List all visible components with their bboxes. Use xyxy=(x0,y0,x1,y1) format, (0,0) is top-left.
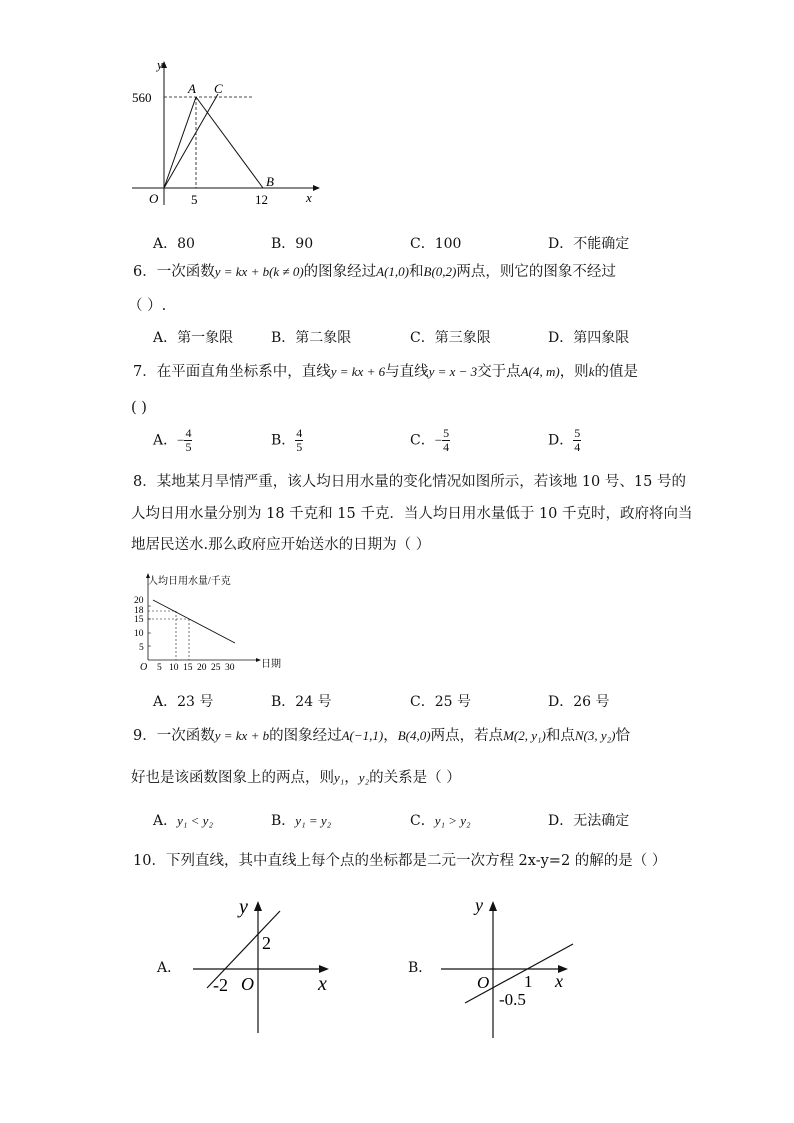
q5-x-tick-5: 5 xyxy=(191,192,198,207)
q10a-origin: O xyxy=(241,974,254,994)
q5-option-a[interactable]: A．80 xyxy=(153,236,195,252)
q8-x-tick-30: 30 xyxy=(225,663,235,673)
q8-y-tick-15: 15 xyxy=(134,615,144,625)
q9-stem-line-2: 好也是该函数图象上的两点，则y₁，y₂的关系是（ ） xyxy=(131,770,461,786)
q6-option-a[interactable]: A．第一象限 xyxy=(153,330,234,346)
q6-paren: （ ）. xyxy=(128,298,167,314)
q8-line-1: 8．某地某月旱情严重，该人均日用水量的变化情况如图所示，若该地 10 号、15 号的 xyxy=(133,474,686,490)
q9-stem-line-1: 9．一次函数y = kx + b的图象经过A(−1,1)，B(4,0)两点，若点M(2, y₁)和点N(3, y₂)恰 xyxy=(133,728,630,744)
q6-option-b[interactable]: B．第二象限 xyxy=(271,330,352,346)
q10b-y-label: y xyxy=(475,895,483,915)
q10-graph-a[interactable] xyxy=(185,893,345,1038)
q8-x-tick-10: 10 xyxy=(169,663,179,673)
q5-option-c[interactable]: C．100 xyxy=(410,236,462,252)
q8-graph xyxy=(128,570,288,675)
q10b-x-label: x xyxy=(555,971,563,991)
q5-option-d[interactable]: D．不能确定 xyxy=(548,236,630,252)
q10a-x-label: x xyxy=(318,973,327,995)
q8-y-label: 人均日用水量/千克 xyxy=(148,576,231,587)
q5-point-c: C xyxy=(214,81,223,96)
q10a-y-intercept: 2 xyxy=(262,933,271,953)
q10a-y-label: y xyxy=(239,896,248,918)
q8-line-3: 地居民送水.那么政府应开始送水的日期为（ ） xyxy=(131,537,431,553)
q10-option-b-label[interactable]: B． xyxy=(408,960,433,976)
q10-graph-b[interactable] xyxy=(433,893,583,1038)
q8-x-label: 日期 xyxy=(261,659,281,670)
q9-option-b[interactable]: B．y₁ = y₂ xyxy=(271,813,332,829)
q5-x-label: x xyxy=(306,190,312,205)
q5-x-tick-12: 12 xyxy=(255,192,268,207)
q9-option-a[interactable]: A．y₁ < y₂ xyxy=(153,813,213,829)
q7-option-d[interactable]: D． $\frac{5}{4}$ xyxy=(548,426,581,454)
q8-y-tick-18: 18 xyxy=(134,606,144,616)
q5-option-b[interactable]: B．90 xyxy=(271,236,314,252)
q8-y-tick-10: 10 xyxy=(134,629,144,639)
q5-y-label: y xyxy=(157,57,163,72)
q8-line-2: 人均日用水量分别为 18 千克和 15 千克．当人均日用水量低于 10 千克时，政府将向当 xyxy=(131,506,693,522)
q6-option-c[interactable]: C．第三象限 xyxy=(410,330,491,346)
q8-y-tick-20: 20 xyxy=(134,596,144,606)
q8-x-tick-20: 20 xyxy=(197,663,207,673)
q8-option-b[interactable]: B．24 号 xyxy=(271,694,332,710)
q8-x-tick-15: 15 xyxy=(183,663,193,673)
q9-option-d[interactable]: D．无法确定 xyxy=(548,813,630,829)
q6-option-d[interactable]: D．第四象限 xyxy=(548,330,630,346)
q7-option-a[interactable]: A．− $\frac{4}{5}$ xyxy=(153,426,192,454)
q7-paren: ( ) xyxy=(131,400,147,416)
q10b-y-intercept: -0.5 xyxy=(499,990,526,1009)
q9-option-c[interactable]: C．y₁ > y₂ xyxy=(410,813,471,829)
q10-option-a-label[interactable]: A． xyxy=(157,960,182,976)
q8-option-a[interactable]: A．23 号 xyxy=(153,694,214,710)
q5-y-tick: 560 xyxy=(132,90,152,105)
q5-point-b: B xyxy=(266,174,274,189)
q8-y-tick-5: 5 xyxy=(139,643,144,653)
q10a-x-intercept: -2 xyxy=(213,975,228,995)
q8-option-d[interactable]: D．26 号 xyxy=(548,694,610,710)
q10-stem: 10．下列直线，其中直线上每个点的坐标都是二元一次方程 2x-y=2 的解的是（ ） xyxy=(133,853,667,869)
q10b-x-intercept: 1 xyxy=(524,972,533,991)
q10b-origin: O xyxy=(477,973,490,992)
q8-x-tick-25: 25 xyxy=(211,663,221,673)
q5-point-a: A xyxy=(188,81,196,96)
q8-origin: O xyxy=(140,662,148,673)
q8-x-tick-5: 5 xyxy=(157,663,162,673)
q5-graph xyxy=(120,55,330,215)
q8-option-c[interactable]: C．25 号 xyxy=(410,694,471,710)
q5-origin: O xyxy=(149,191,159,206)
q7-option-b[interactable]: B． $\frac{4}{5}$ xyxy=(271,426,303,454)
q7-stem: 7．在平面直角坐标系中，直线y = kx + 6与直线y = x − 3交于点A(4, m)，则k的值是 xyxy=(133,364,638,380)
q7-option-c[interactable]: C．− $\frac{5}{4}$ xyxy=(410,426,450,454)
q6-stem: 6．一次函数y = kx + b(k ≠ 0)的图象经过A(1,0)和B(0,2)两点，则它的图象不经过 xyxy=(133,264,616,280)
